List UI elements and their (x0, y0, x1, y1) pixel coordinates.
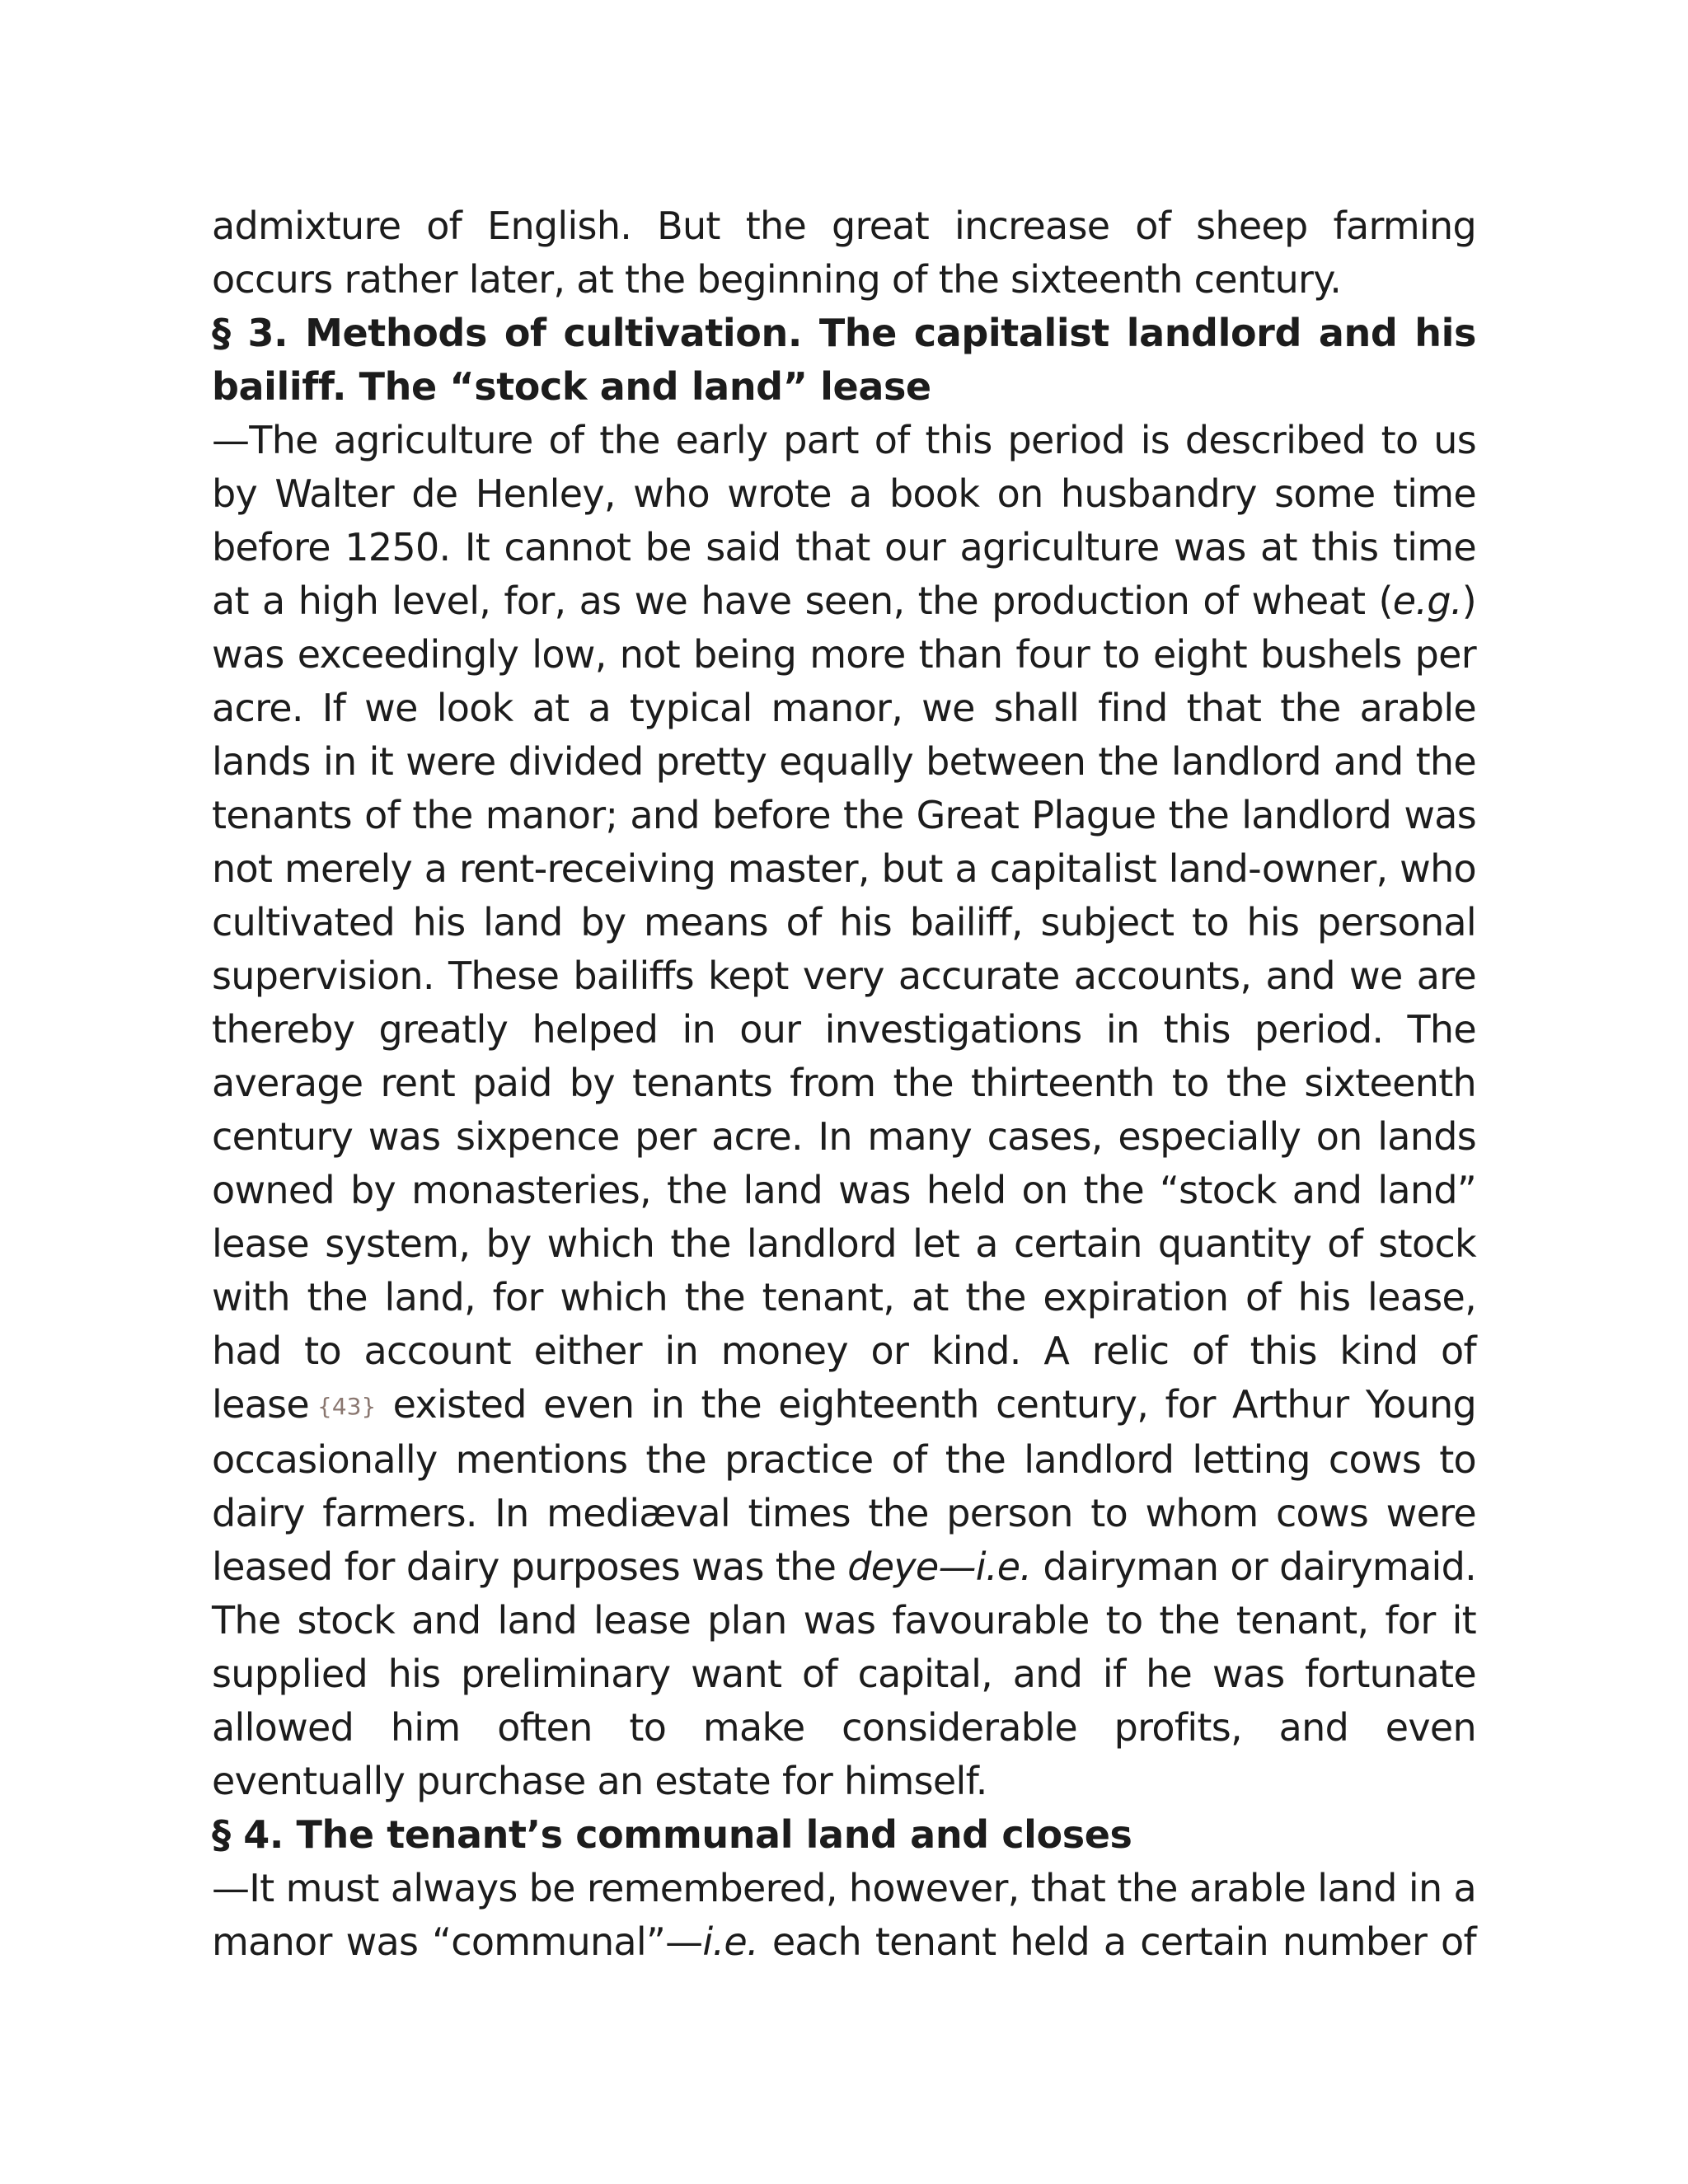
paragraph-text: existed even in the eighteenth century, for Arthur Young occasionally mentions the practice of the landlord letting cows to dairy farmers. In mediæval times the person to whom cows were leased for dairy purposes was the (212, 1382, 1476, 1589)
paragraph-text: —It must always be remembered, however, that the arable land in a manor was “communal”— (212, 1866, 1476, 1964)
paragraph-text: —The agriculture of the early part of this period is described to us by Walter de Henley, who wrote a book on husbandry some time before 1250. It cannot be said that our agriculture was at this time at a high level, for, as we have seen, the production of wheat ( (212, 418, 1476, 623)
paragraph-text: ) was exceedingly low, not being more than four to eight bushels per acre. If we look at a typical manor, we shall find that the arable lands in it were divided pretty equally between the landlord and the tenants of the manor; and before the Great Plague the landlord was not merely a rent-receiving master, but a capitalist land-owner, who cultivated his land by means of his bailiff, subject to his personal supervision. These bailiffs kept very accurate accounts, and we are thereby greatly helped in our investigations in this period. The average rent paid by tenants from the thirteenth to the sixteenth century was sixpence per acre. In many cases, especially on lands owned by monasteries, the land was held on the “stock and land” lease system, by which the landlord let a certain quantity of stock with the land, for which the tenant, at the expiration of his lease, had to account either in money or kind. A relic of this kind of lease (212, 579, 1476, 1427)
document-page (212, 199, 1476, 1969)
paragraph-text: dairyman or dairymaid. The stock and land lease plan was favourable to the tenant, for it supplied his preliminary want of capital, and if he was fortunate allowed him often to make considerable profits, and even eventually purchase an estate for himself. (212, 1544, 1476, 1803)
italic-abbreviation: i.e. (702, 1919, 758, 1964)
paragraph-methods-of-cultivation (212, 414, 1476, 1808)
paragraph-text: admixture of English. But the great increase of sheep farming occurs rather later, at the beginning of the sixteenth century. (212, 204, 1476, 302)
paragraph-text: each tenant held a certain number of (757, 1919, 1476, 1964)
section-heading-4: § 4. The tenant’s communal land and closes (212, 1812, 1132, 1857)
page-number-marker: {43} (317, 1393, 377, 1420)
section-heading-3: § 3. Methods of cultivation. The capitalist landlord and his bailiff. The “stock and land” lease (212, 311, 1476, 409)
paragraph-sheep-farming (212, 199, 1476, 307)
italic-term: deye—i.e. (847, 1544, 1032, 1589)
paragraph-communal-land (212, 1862, 1476, 1969)
italic-abbreviation: e.g. (1392, 579, 1462, 623)
